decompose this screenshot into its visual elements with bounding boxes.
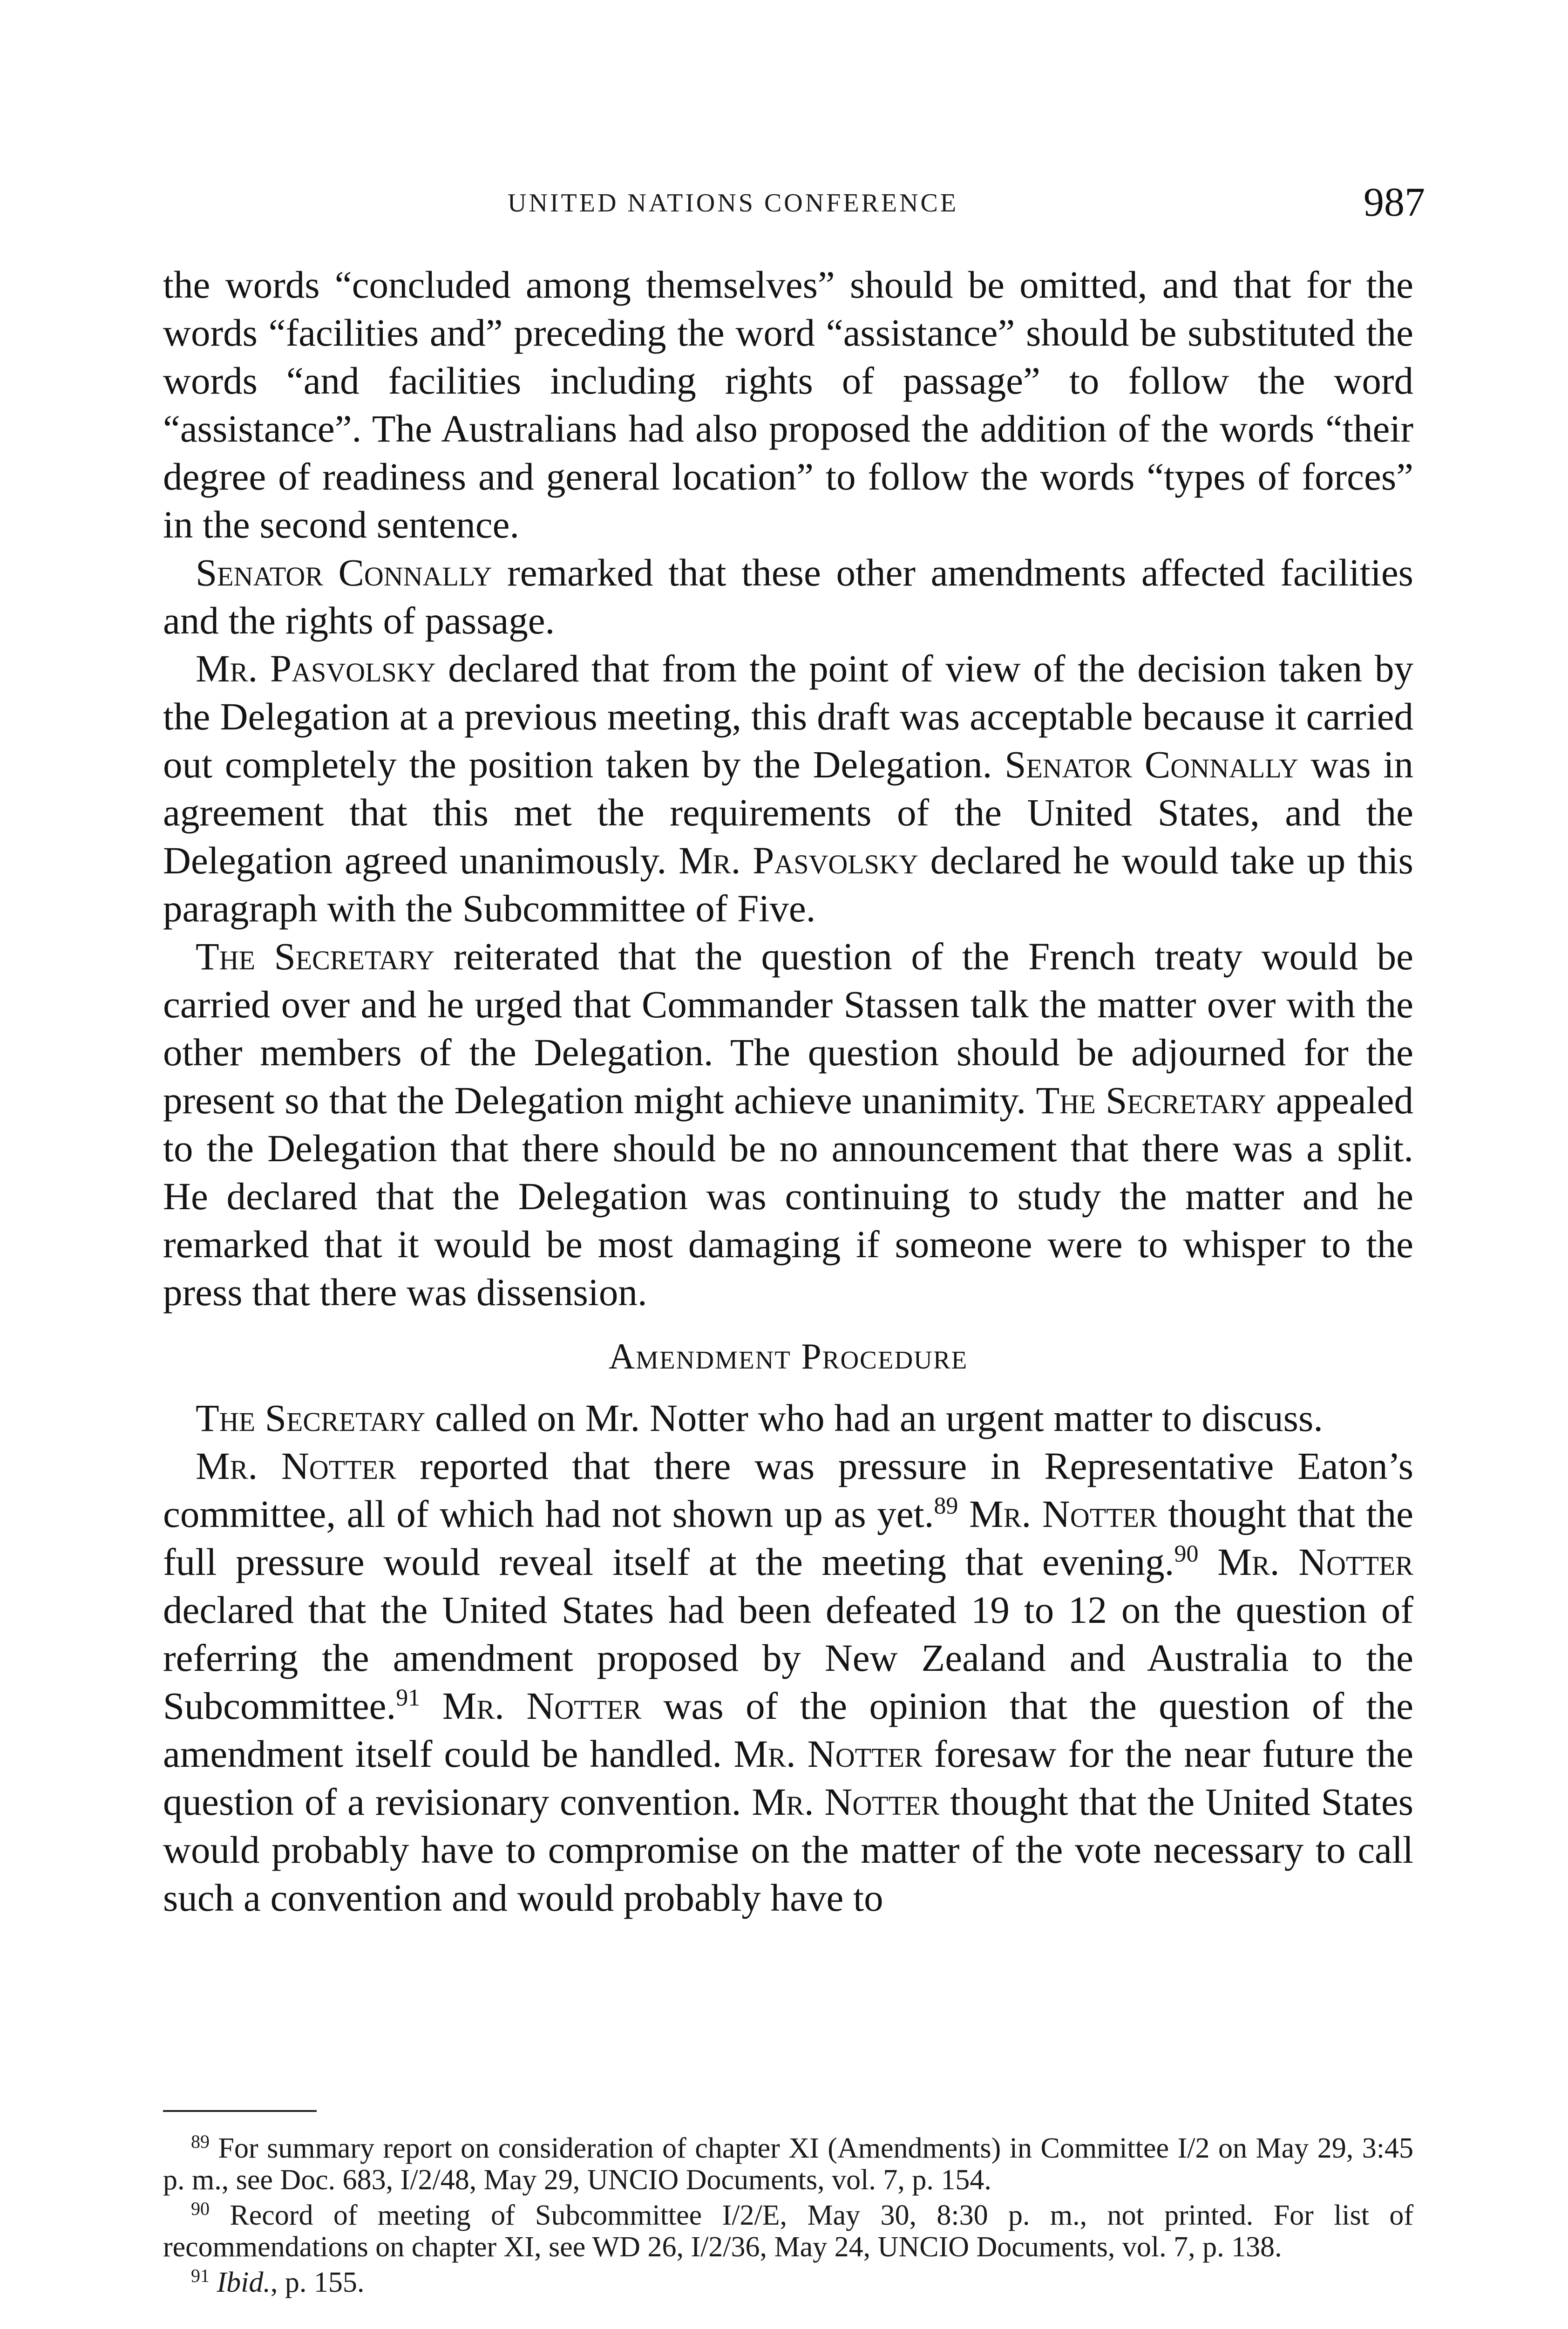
paragraph-secretary-notter — [163, 1394, 1413, 1442]
paragraph-text: remarked that these other amendments affected facilities and the rights of passage. — [163, 551, 1413, 642]
section-heading: Amendment Procedure — [608, 1336, 968, 1376]
speaker-name: The Secretary — [196, 1396, 426, 1439]
speaker-name: Mr. Notter — [752, 1780, 940, 1823]
page-number: 987 — [1364, 180, 1425, 225]
paragraph-text: reported that there was pressure in Representative Eaton’s committee, all of which had not shown up as yet. — [163, 1444, 1413, 1535]
speaker-name: Mr. Notter — [733, 1732, 923, 1775]
footnote-ref[interactable]: 89 — [934, 1492, 958, 1519]
paragraph-text: called on Mr. Notter who had an urgent matter to discuss. — [425, 1396, 1324, 1439]
paragraph-secretary-french-treaty — [163, 933, 1413, 1316]
footnote-mark: 91 — [191, 2265, 210, 2286]
footnote-text: , p. 155. — [270, 2267, 365, 2298]
footnote-mark: 89 — [191, 2131, 210, 2152]
footnote-mark: 90 — [191, 2198, 210, 2219]
speaker-name: Mr. Notter — [196, 1444, 396, 1487]
speaker-name: Mr. Notter — [442, 1684, 642, 1727]
speaker-name: Senator Connally — [1005, 743, 1298, 786]
paragraph-text: thought that the United States would probably have to compromise on the matter of the vote necessary to call such a convention and would probably have to — [163, 1780, 1413, 1919]
speaker-name: Mr. Pasvolsky — [196, 647, 436, 690]
footnote-91 — [163, 2267, 1413, 2298]
paragraph-text: appealed to the Delegation that there should be no announcement that there was a split. He declared that the Delegation was continuing to study the matter and he remarked that it would be most damaging if someone were to whisper to the press that there was dissension. — [163, 1079, 1414, 1314]
paragraph-notter-report — [163, 1442, 1413, 1922]
speaker-name: The Secretary — [196, 935, 435, 978]
footnote-ref[interactable]: 91 — [396, 1684, 421, 1711]
footnote-ibid: Ibid. — [217, 2267, 271, 2298]
paragraph-text: declared that from the point of view of the decision taken by the Delegation at a previous meeting, this draft was acceptable because it carried out completely the position taken by the Delegation. — [163, 647, 1413, 786]
footnote-90 — [163, 2200, 1413, 2263]
speaker-name: Mr. Notter — [1217, 1540, 1413, 1583]
speaker-name: Senator Connally — [196, 551, 492, 594]
footnote-text: Record of meeting of Subcommittee I/2/E, May 30, 8:30 p. m., not printed. For list of recommendations on chapter XI, see WD 26, I/2/36, May 24, UNCIO Documents, vol. 7, p. 138. — [163, 2200, 1414, 2263]
speaker-name: Mr. Notter — [969, 1492, 1157, 1535]
speaker-name: The Secretary — [1036, 1079, 1266, 1122]
paragraph-text: was of the opinion that the question of the amendment itself could be handled. — [163, 1684, 1413, 1775]
paragraph-text: reiterated that the question of the French treaty would be carried over and he urged that Commander Stassen talk the matter over with the other members of the Delegation. The question should be adjourned for the present so that the Delegation might achieve unanimity. — [163, 935, 1414, 1122]
paragraph-text: declared he would take up this paragraph with the Subcommittee of Five. — [163, 839, 1413, 930]
paragraph-continuation: the words “concluded among themselves” should be omitted, and that for the words “facilities and” preceding the word “assistance” should be substituted the words “and facilities including rights of passage” to follow the word “assistance”. The Australians had also proposed the addition of the words “their degree of readiness and general location” to follow the words “types of forces” in the second sentence. — [163, 263, 1413, 546]
footnote-89 — [163, 2132, 1413, 2196]
running-head — [0, 180, 1568, 227]
footnote-text: For summary report on consideration of chapter XI (Amendments) in Committee I/2 on May 29, 3:45 p. m., see Doc. 683, I/2/48, May 29, UNCIO Documents, vol. 7, p. 154. — [163, 2132, 1413, 2196]
running-head-title: UNITED NATIONS CONFERENCE — [508, 189, 959, 218]
speaker-name: Mr. Pasvolsky — [679, 839, 918, 882]
paragraph-text: declared that the United States had been defeated 19 to 12 on the question of referring the amendment proposed by New Zealand and Australia to the Subcommittee. — [163, 1588, 1413, 1727]
paragraph-text: was in agreement that this met the requirements of the United States, and the Delegation agreed unanimously. — [163, 743, 1414, 882]
body-text — [163, 261, 1413, 1922]
footnote-rule — [163, 2110, 317, 2112]
paragraph-connally-remark — [163, 549, 1413, 645]
paragraph-text: foresaw for the near future the question of a revisionary convention. — [163, 1732, 1413, 1823]
footnotes — [163, 2132, 1413, 2302]
paragraph-text: thought that the full pressure would reveal itself at the meeting that evening. — [163, 1492, 1413, 1583]
footnote-ref[interactable]: 90 — [1174, 1540, 1199, 1567]
paragraph-pasvolsky-draft — [163, 645, 1413, 933]
